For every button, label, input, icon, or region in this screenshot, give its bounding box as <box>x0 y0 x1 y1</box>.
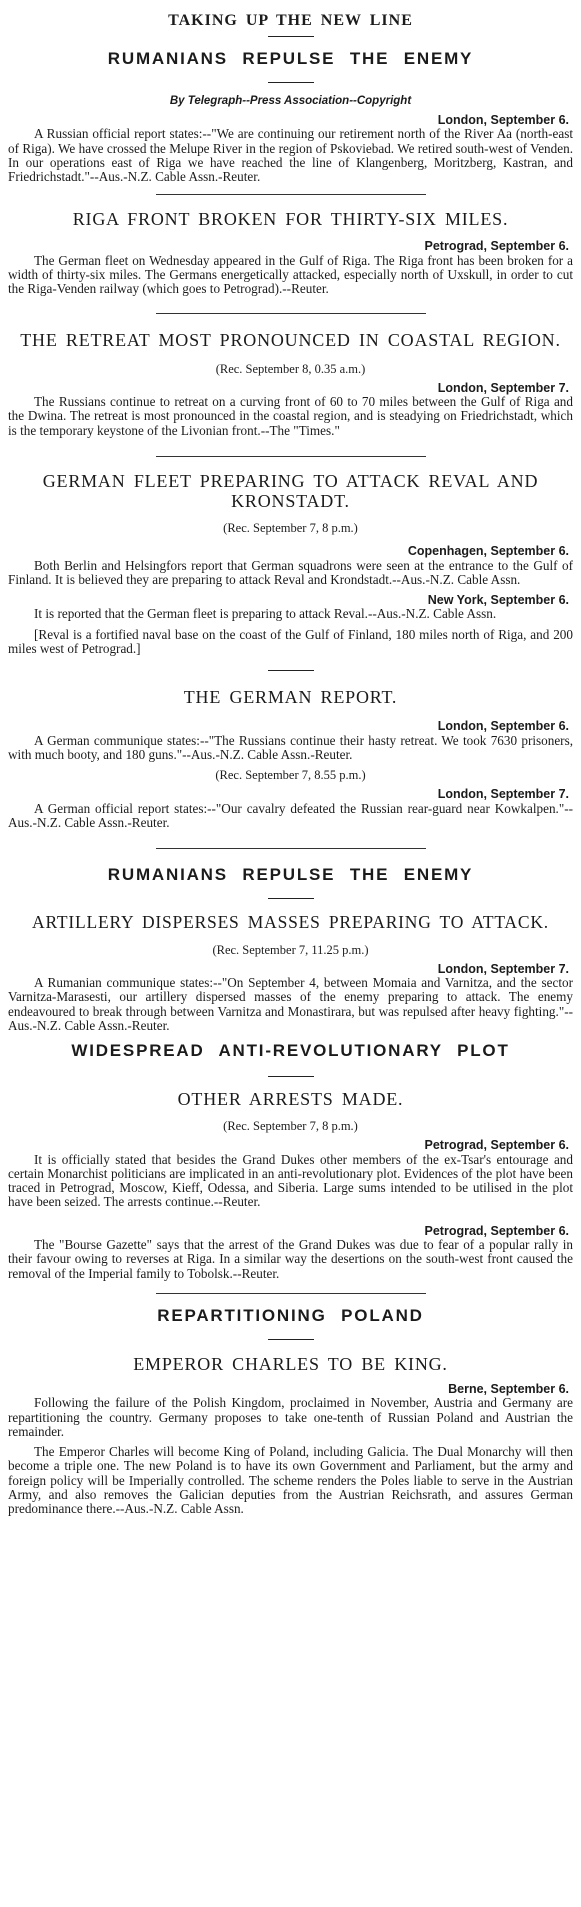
dateline: Berne, September 6. <box>448 1381 569 1396</box>
dateline: London, September 7. <box>437 787 569 802</box>
article-paragraph: Following the failure of the Polish Kingdom, proclaimed in November, Austria and Germany are repartitioning the country. Germany proposes to take one-tenth of Russian Poland and Austrian the remainder. <box>8 1395 573 1439</box>
headline-artillery: ARTILLERY DISPERSES MASSES PREPARING TO ATTACK. <box>32 912 549 933</box>
article-paragraph: A Russian official report states:--"We are continuing our retirement north of the River Aa (north-east of Riga). We have crossed the Melupe River in the region of Pskoviebad. We retired south-west of Venden. In our operations east of Riga we have reached the line of Klangenberg, Moritzberg, Kastran, and Friedrichstadt."--Aus.-N.Z. Cable Assn.-Reuter. <box>8 126 573 185</box>
editor-note: [Reval is a fortified naval base on the coast of the Gulf of Finland, 180 miles north of Riga, and 200 miles west of Petrograd.] <box>8 626 573 656</box>
page-title: TAKING UP THE NEW LINE <box>168 12 413 29</box>
article-paragraph: A German communique states:--"The Russians continue their hasty retreat. We took 7630 prisoners, with much booty, and 180 guns."--Aus.-N.Z. Cable Assn.-Reuter. <box>8 732 573 762</box>
received-time: (Rec. September 7, 8 p.m.) <box>223 521 358 536</box>
headline-rumanians-repulse: RUMANIANS REPULSE THE ENEMY <box>107 48 474 68</box>
article-paragraph: Both Berlin and Helsingfors report that German squadrons were seen at the entrance to the Gulf of Finland. It is believed they are preparing to attack Reval and Krondstadt.--Aus.-N.Z. Cable Assn. <box>8 557 573 587</box>
headline-repartitioning-poland: REPARTITIONING POLAND <box>157 1305 424 1325</box>
article-paragraph: It is officially stated that besides the Grand Dukes other members of the ex-Tsar's entourage and certain Monarchist politicians are implicated in an anti-revolutionary plot. Evidences of the plot have been traced in Petrograd, Moscow, Kieff, Odessa, and Siberia. Large sums intended to be utilised in the plot have been seized. The arrests continue.--Reuter. <box>8 1151 573 1210</box>
headline-other-arrests: OTHER ARRESTS MADE. <box>177 1089 404 1110</box>
divider <box>156 194 426 195</box>
dateline: Petrograd, September 6. <box>424 1138 569 1153</box>
headline-plot: WIDESPREAD ANTI-REVOLUTIONARY PLOT <box>71 1041 510 1061</box>
divider <box>268 82 314 83</box>
headline-german-fleet: GERMAN FLEET PREPARING TO ATTACK REVAL AND KRONSTADT. <box>42 470 539 512</box>
received-time: (Rec. September 7, 8 p.m.) <box>223 1119 358 1134</box>
divider <box>268 1076 314 1077</box>
received-time: (Rec. September 8, 0.35 a.m.) <box>215 361 366 376</box>
divider <box>156 1293 426 1294</box>
divider <box>268 898 314 899</box>
divider <box>156 848 426 849</box>
divider <box>268 36 314 37</box>
divider <box>268 1339 314 1340</box>
received-time: (Rec. September 7, 11.25 p.m.) <box>212 942 369 957</box>
article-paragraph: The Emperor Charles will become King of Poland, including Galicia. The Dual Monarchy will then become a triple one. The new Poland is to have its own Government and Parliament, but the army and foreign policy will be Imperially controlled. The scheme renders the Poles liable to serve in the Austrian Army, and also removes the Galician deputies from the Austrian Reichsrath, and assures German predominance there.--Aus.-N.Z. Cable Assn. <box>8 1444 573 1517</box>
article-paragraph: A Rumanian communique states:--"On September 4, between Momaia and Varnitza, and the sector Varnitza-Marasesti, our artillery dispersed masses of the enemy preparing to attack. The enemy endeavoured to break through between Varnitza and Monastirara, but was repulsed after heavy fighting."--Aus.-N.Z. Cable Assn.-Reuter. <box>8 975 573 1033</box>
article-paragraph: It is reported that the German fleet is preparing to attack Reval.--Aus.-N.Z. Cable Assn. <box>34 606 497 622</box>
dateline: London, September 6. <box>437 719 569 734</box>
headline-emperor-charles: EMPEROR CHARLES TO BE KING. <box>133 1353 448 1374</box>
headline-retreat: THE RETREAT MOST PRONOUNCED IN COASTAL REGION. <box>20 329 561 350</box>
dateline: New York, September 6. <box>427 593 569 608</box>
received-time: (Rec. September 7, 8.55 p.m.) <box>215 768 366 783</box>
divider <box>156 456 426 457</box>
article-paragraph: A German official report states:--"Our cavalry defeated the Russian rear-guard near Kowkalpen."--Aus.-N.Z. Cable Assn.-Reuter. <box>8 800 573 830</box>
article-paragraph: The Russians continue to retreat on a curving front of 60 to 70 miles between the Gulf of Riga and the Dwina. The retreat is most pronounced in the coastal region, and is steadying on Friedrichstadt, which is the temporary keystone of the Livonian front.--The "Times." <box>8 394 573 438</box>
divider <box>268 670 314 671</box>
headline-rumanians-repulse-2: RUMANIANS REPULSE THE ENEMY <box>107 865 474 885</box>
article-paragraph: The "Bourse Gazette" says that the arrest of the Grand Dukes was due to fear of a popular rally in their favour owing to reverses at Riga. In a similar way the desertions on the south-west front caused the removal of the Imperial family to Tobolsk.--Reuter. <box>8 1237 573 1281</box>
headline-german-report: THE GERMAN REPORT. <box>183 687 398 708</box>
article-paragraph: The German fleet on Wednesday appeared in the Gulf of Riga. The Riga front has been broken for a width of thirty-six miles. The Germans energetically attacked, especially north of Uxskull, in order to cut the Riga-Venden railway (which goes to Petrograd).--Reuter. <box>8 252 573 297</box>
dateline: London, September 7. <box>437 961 569 976</box>
press-credit: By Telegraph--Press Association--Copyright <box>169 94 412 107</box>
dateline: Copenhagen, September 6. <box>407 544 569 559</box>
dateline: London, September 7. <box>437 380 569 395</box>
headline-riga-front: RIGA FRONT BROKEN FOR THIRTY-SIX MILES. <box>72 209 509 230</box>
dateline: Petrograd, September 6. <box>424 239 569 254</box>
dateline: London, September 6. <box>437 112 569 127</box>
divider <box>156 313 426 314</box>
dateline: Petrograd, September 6. <box>424 1223 569 1238</box>
